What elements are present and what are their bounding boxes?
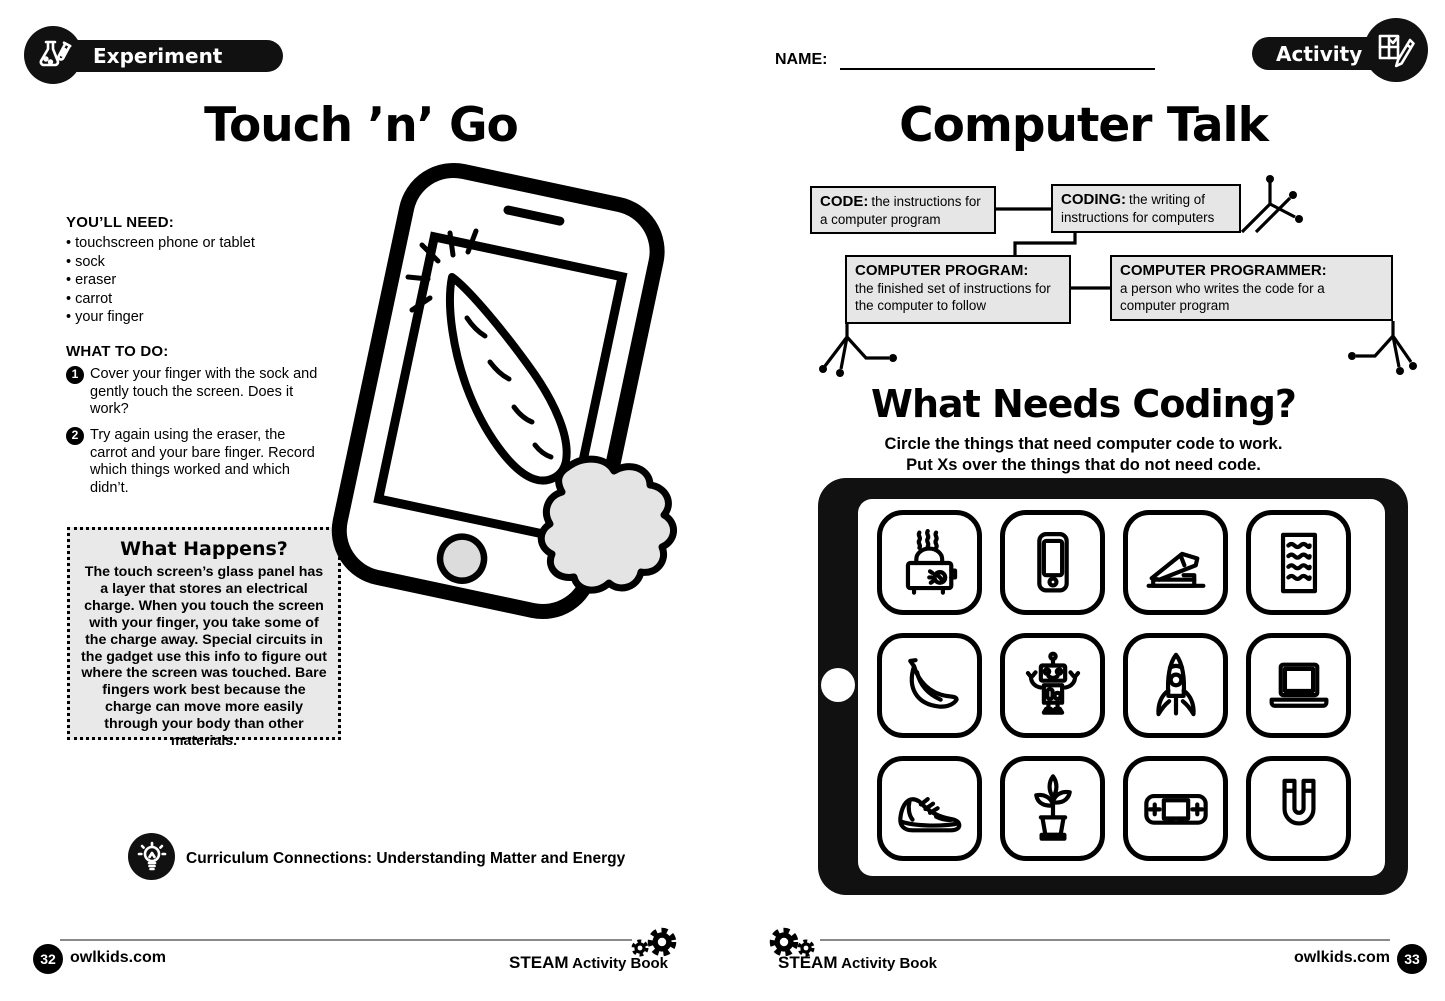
name-label: NAME:	[775, 51, 828, 68]
section-title: What Needs Coding?	[871, 382, 1296, 426]
need-item: • sock	[66, 253, 336, 272]
grid-item-stapler	[1123, 510, 1228, 615]
checkbox-pencil-icon	[1374, 28, 1418, 72]
magnet-icon	[1261, 771, 1337, 847]
phone-carrot-illustration	[300, 155, 705, 635]
coding-icon-grid	[877, 510, 1351, 861]
need-item: • touchscreen phone or tablet	[66, 234, 336, 253]
definition-text: a person who writes the code for a computer program	[1120, 281, 1325, 314]
instruction-line-2: Put Xs over the things that do not need code.	[906, 456, 1261, 474]
curriculum-icon-circle	[128, 833, 175, 880]
name-write-line	[840, 68, 1155, 70]
sneaker-icon	[892, 771, 968, 847]
definition-box-coding	[1051, 184, 1241, 233]
curriculum-connections-text: Curriculum Connections: Understanding Matter and Energy	[186, 850, 626, 867]
stapler-icon	[1138, 525, 1214, 601]
tablet-frame	[818, 478, 1408, 895]
definition-text: the writing of instructions for computers	[1061, 192, 1215, 226]
grid-item-smartphone	[1000, 510, 1105, 615]
step-text: Cover your finger with the sock and gently touch the screen. Does it work?	[90, 366, 318, 417]
smartphone-icon	[1015, 525, 1091, 601]
footer-rule-left	[60, 939, 632, 941]
grid-item-toaster	[877, 510, 982, 615]
definition-term: CODING:	[1061, 191, 1126, 208]
flask-icon	[33, 35, 73, 75]
grid-item-potted-plant	[1000, 756, 1105, 861]
tablet-home-button	[821, 668, 855, 702]
document-icon	[1261, 525, 1337, 601]
page-left	[0, 0, 722, 1001]
experiment-badge-circle	[24, 26, 82, 84]
youll-need-heading: YOU’LL NEED:	[66, 214, 174, 231]
robot-icon	[1015, 648, 1091, 724]
book-title-left	[400, 953, 668, 973]
potted-plant-icon	[1015, 771, 1091, 847]
rocket-icon	[1138, 648, 1214, 724]
grid-item-sneaker	[877, 756, 982, 861]
lightbulb-icon	[135, 840, 169, 874]
page-title-left: Touch ’n’ Go	[204, 98, 518, 153]
definition-term: COMPUTER PROGRAMMER:	[1120, 262, 1327, 279]
definition-term: CODE:	[820, 193, 869, 210]
step-text: Try again using the eraser, the carrot and your bare finger. Record which things worked and which didn’t.	[90, 427, 315, 496]
grid-item-banana	[877, 633, 982, 738]
step-number: 2	[66, 427, 84, 445]
what-happens-body: The touch screen’s glass panel has a layer that stores an electrical charge. When you touch the screen with your finger, you take some of the charge away. Special circuits in the gadget use this info to figure out where the screen was touched. Bare fingers work best because the charge can move more easily through your body than other materials.	[81, 564, 327, 750]
page-title-right: Computer Talk	[899, 98, 1268, 153]
activity-badge-circle	[1364, 18, 1428, 82]
grid-item-laptop	[1246, 633, 1351, 738]
site-url-left: owlkids.com	[70, 949, 167, 966]
step-2	[66, 427, 318, 497]
grid-item-document	[1246, 510, 1351, 615]
book-title-rest: Activity Book	[572, 955, 668, 972]
page-number-right: 33	[1397, 944, 1427, 974]
banana-icon	[892, 648, 968, 724]
book-title-rest: Activity Book	[841, 955, 937, 972]
book-title-right	[778, 953, 1078, 973]
footer-rule-right	[820, 939, 1390, 941]
step-1	[66, 366, 318, 419]
page-right	[722, 0, 1445, 1001]
definition-text: the finished set of instructions for the computer to follow	[855, 281, 1051, 314]
laptop-icon	[1261, 648, 1337, 724]
site-url-right: owlkids.com	[1293, 949, 1390, 966]
need-item: • your finger	[66, 308, 336, 327]
carrot-leaves	[541, 459, 673, 590]
book-title-bold: STEAM	[509, 953, 569, 972]
definition-text: the instructions for a computer program	[820, 194, 981, 228]
book-title-bold: STEAM	[778, 953, 838, 972]
definition-term: COMPUTER PROGRAM:	[855, 262, 1029, 279]
instruction-line-1: Circle the things that need computer code to work.	[884, 435, 1283, 453]
grid-item-magnet	[1246, 756, 1351, 861]
activity-badge-label: Activity	[1276, 41, 1363, 66]
grid-item-rocket	[1123, 633, 1228, 738]
page-number-left: 32	[33, 944, 63, 974]
definition-box-code	[810, 186, 996, 234]
what-to-do-heading: WHAT TO DO:	[66, 343, 169, 360]
need-item: • eraser	[66, 271, 336, 290]
step-number: 1	[66, 366, 84, 384]
grid-item-robot	[1000, 633, 1105, 738]
youll-need-list	[66, 234, 336, 327]
experiment-badge-label: Experiment	[93, 44, 223, 68]
need-item: • carrot	[66, 290, 336, 309]
game-console-icon	[1138, 771, 1214, 847]
grid-item-game-console	[1123, 756, 1228, 861]
toaster-icon	[892, 525, 968, 601]
what-happens-heading: What Happens?	[120, 538, 288, 560]
tablet-screen	[858, 499, 1385, 876]
definition-box-computer-program	[845, 255, 1071, 324]
definition-box-computer-programmer	[1110, 255, 1393, 321]
